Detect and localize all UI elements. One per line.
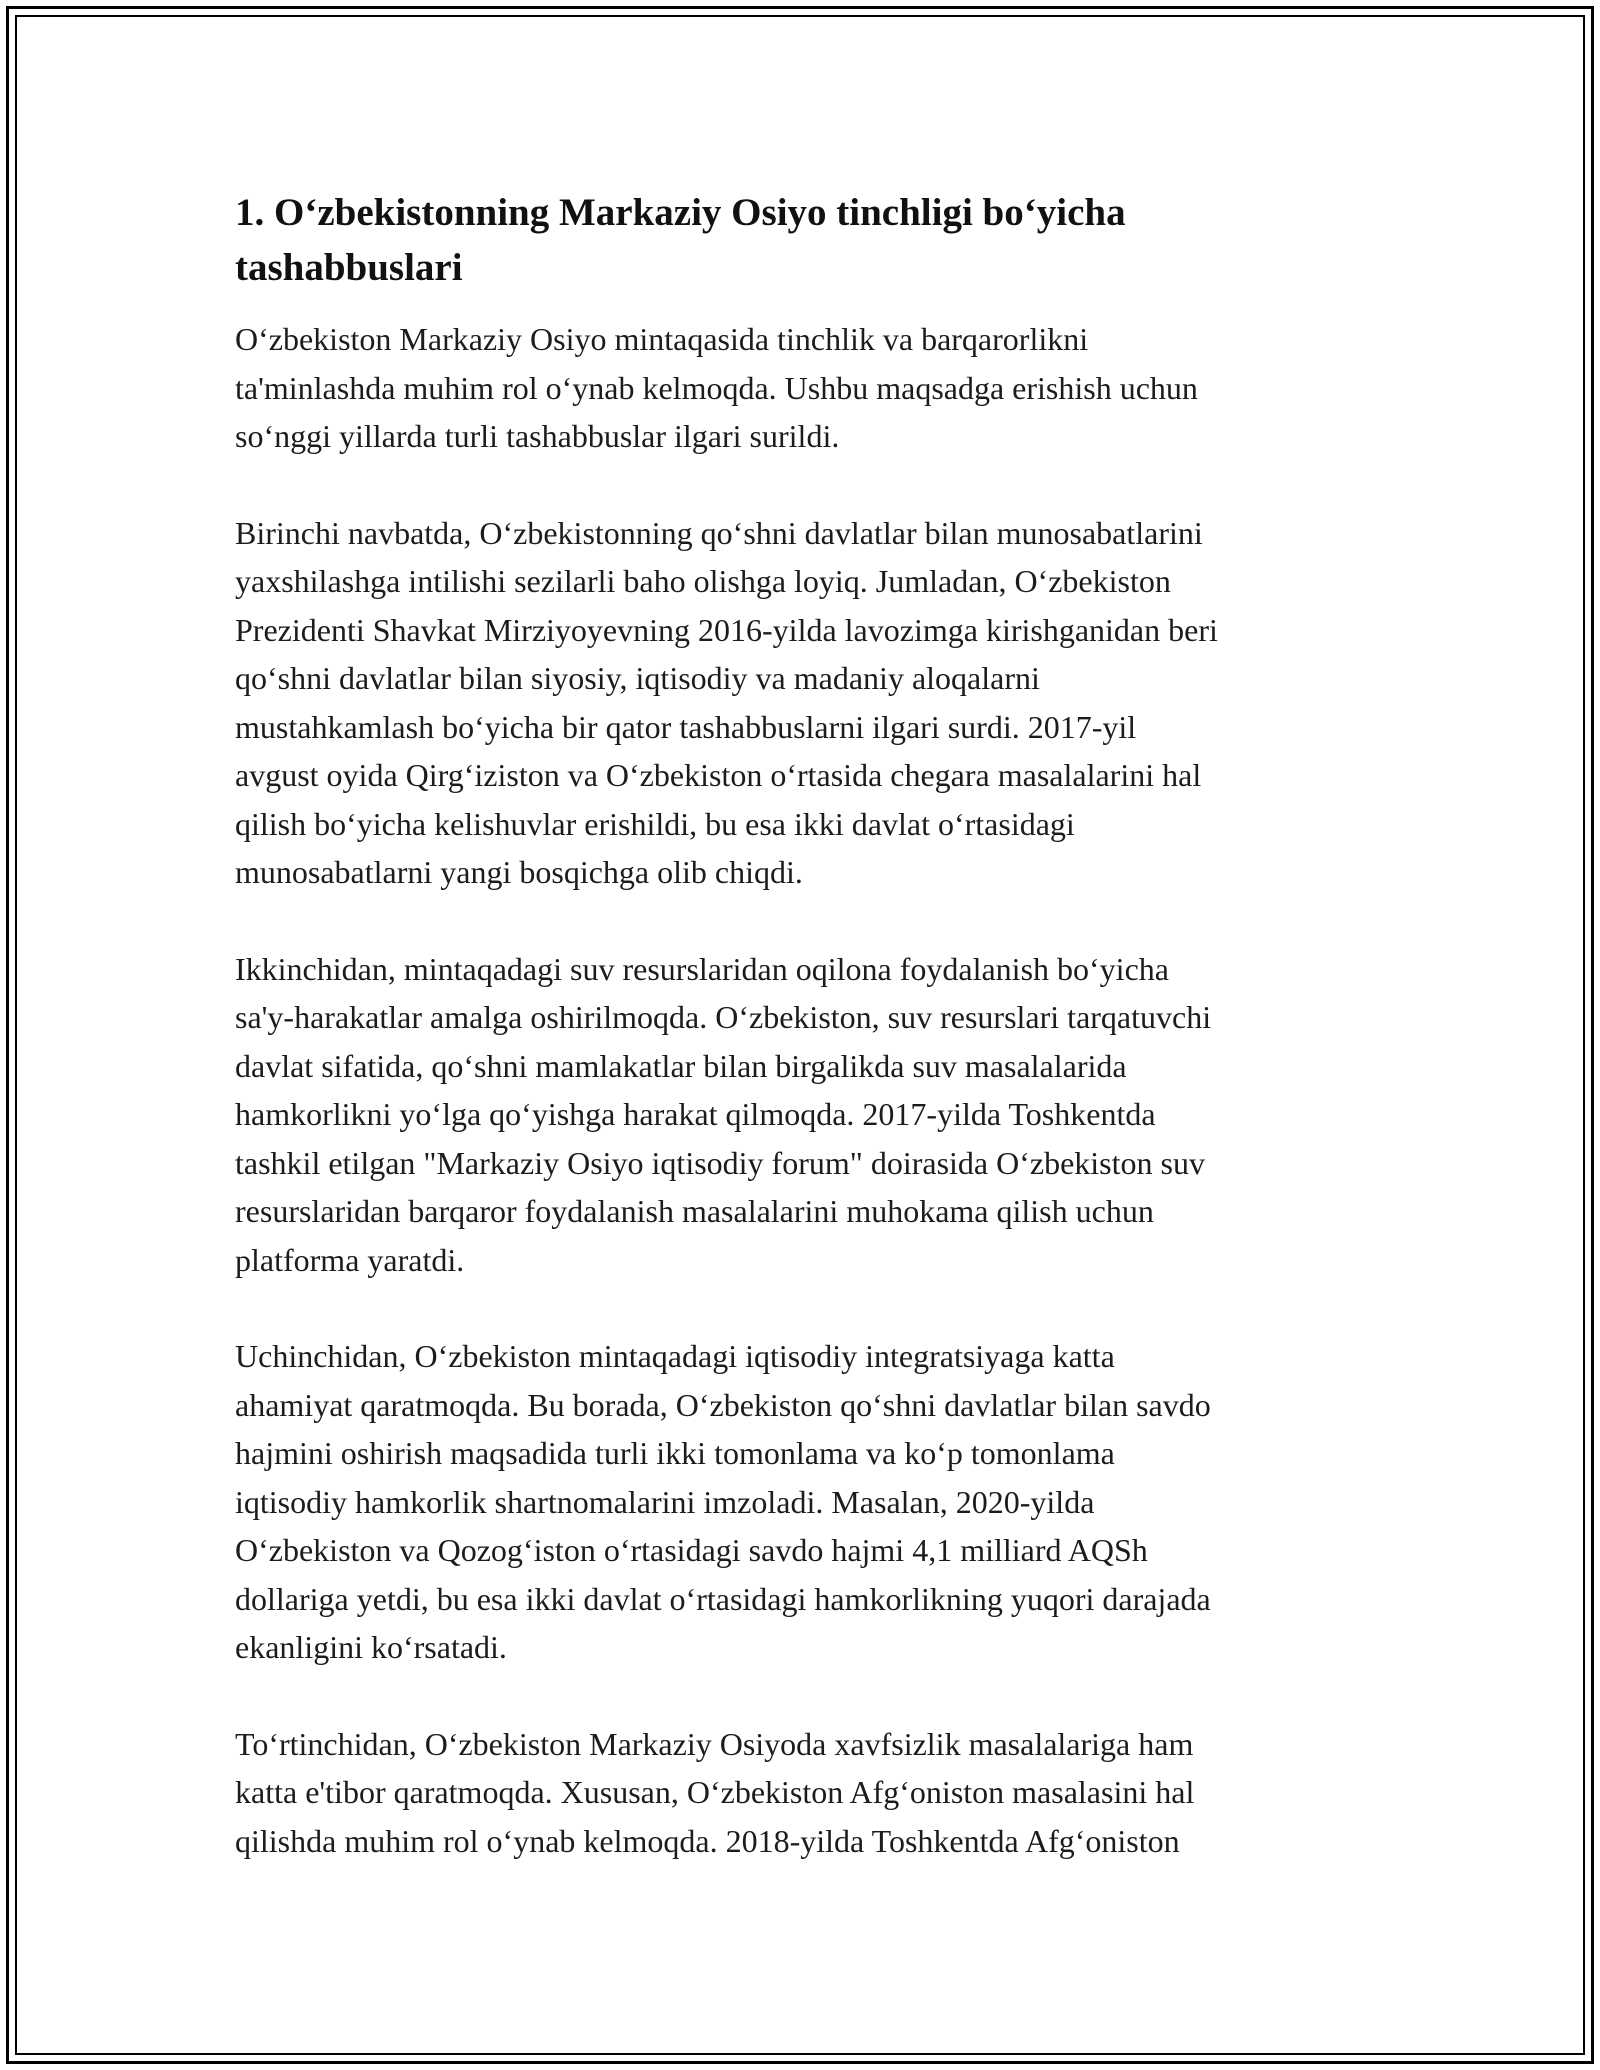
text-line: munosabatlarni yangi bosqichga olib chiqdi. bbox=[235, 854, 803, 890]
text-line: davlat sifatida, qo‘shni mamlakatlar bilan birgalikda suv masalalarida bbox=[235, 1047, 1127, 1084]
paragraph-third bbox=[235, 1332, 1365, 1672]
heading-line: 1. O‘zbekistonning Markaziy Osiyo tinchligi bo‘yicha bbox=[235, 191, 1126, 234]
text-line: O‘zbekiston va Qozog‘iston o‘rtasidagi savdo hajmi 4,1 milliard AQSh bbox=[235, 1532, 1148, 1568]
text-line: ta'minlashda muhim rol o‘ynab kelmoqda. Ushbu maqsadga erishish uchun bbox=[235, 369, 1198, 406]
text-line: avgust oyida Qirg‘iziston va O‘zbekiston o‘rtasida chegara masalalarini hal bbox=[235, 757, 1202, 793]
section-heading bbox=[235, 185, 1365, 295]
text-line: Ikkinchidan, mintaqadagi suv resurslaridan oqilona foydalanish bo‘yicha bbox=[235, 950, 1169, 987]
paragraph-first bbox=[235, 509, 1365, 897]
text-line: yaxshilashga intilishi sezilarli baho olishga loyiq. Jumladan, O‘zbekiston bbox=[235, 563, 1171, 599]
text-line: To‘rtinchidan, O‘zbekiston Markaziy Osiyoda xavfsizlik masalalariga ham bbox=[235, 1725, 1194, 1762]
paragraph-second bbox=[235, 945, 1365, 1285]
text-line: iqtisodiy hamkorlik shartnomalarini imzoladi. Masalan, 2020-yilda bbox=[235, 1483, 1095, 1520]
text-line: tashkil etilgan "Markaziy Osiyo iqtisodiy forum" doirasida O‘zbekiston suv bbox=[235, 1144, 1205, 1181]
text-line: hamkorlikni yo‘lga qo‘yishga harakat qilmoqda. 2017-yilda Toshkentda bbox=[235, 1096, 1156, 1132]
paragraph-fourth bbox=[235, 1720, 1365, 1866]
text-line: katta e'tibor qaratmoqda. Xususan, O‘zbekiston Afg‘oniston masalasini hal bbox=[235, 1774, 1195, 1810]
text-line: Uchinchidan, O‘zbekiston mintaqadagi iqtisodiy integratsiyaga katta bbox=[235, 1338, 1115, 1374]
paragraph-intro bbox=[235, 315, 1365, 461]
text-line: O‘zbekiston Markaziy Osiyo mintaqasida tinchlik va barqarorlikni bbox=[235, 321, 1089, 357]
text-line: dollariga yetdi, bu esa ikki davlat o‘rtasidagi hamkorlikning yuqori darajada bbox=[235, 1580, 1211, 1617]
text-line: qo‘shni davlatlar bilan siyosiy, iqtisodiy va madaniy aloqalarni bbox=[235, 660, 1040, 696]
text-line: hajmini oshirish maqsadida turli ikki tomonlama va ko‘p tomonlama bbox=[235, 1435, 1115, 1471]
document-body bbox=[235, 185, 1365, 1913]
text-line: qilish bo‘yicha kelishuvlar erishildi, bu esa ikki davlat o‘rtasidagi bbox=[235, 805, 1075, 842]
text-line: platforma yaratdi. bbox=[235, 1241, 465, 1278]
text-line: qilishda muhim rol o‘ynab kelmoqda. 2018-yilda Toshkentda Afg‘oniston bbox=[235, 1822, 1180, 1859]
text-line: resurslaridan barqaror foydalanish masalalarini muhokama qilish uchun bbox=[235, 1193, 1154, 1229]
text-line: ahamiyat qaratmoqda. Bu borada, O‘zbekiston qo‘shni davlatlar bilan savdo bbox=[235, 1386, 1211, 1423]
heading-line: tashabbuslari bbox=[235, 246, 463, 289]
text-line: Prezidenti Shavkat Mirziyoyevning 2016-yilda lavozimga kirishganidan beri bbox=[235, 611, 1218, 648]
text-line: sa'y-harakatlar amalga oshirilmoqda. O‘zbekiston, suv resurslari tarqatuvchi bbox=[235, 999, 1212, 1035]
text-line: mustahkamlash bo‘yicha bir qator tashabbuslarni ilgari surdi. 2017-yil bbox=[235, 708, 1137, 745]
text-line: ekanligini ko‘rsatadi. bbox=[235, 1629, 507, 1665]
text-line: Birinchi navbatda, O‘zbekistonning qo‘shni davlatlar bilan munosabatlarini bbox=[235, 514, 1203, 551]
text-line: so‘nggi yillarda turli tashabbuslar ilgari surildi. bbox=[235, 418, 840, 454]
